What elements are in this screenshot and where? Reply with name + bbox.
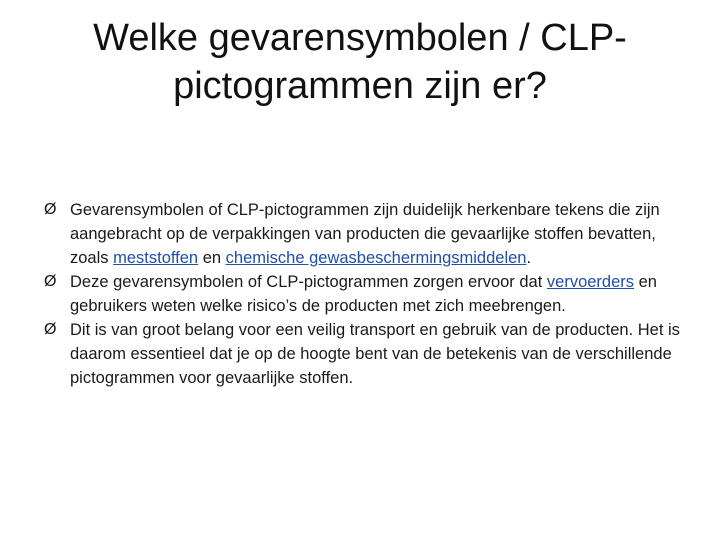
arrow-bullet-icon: Ø <box>44 321 57 338</box>
arrow-bullet-icon: Ø <box>44 273 57 290</box>
title-line-2: pictogrammen zijn er? <box>173 65 547 107</box>
title-line-1: Welke gevarensymbolen / CLP- <box>93 17 627 59</box>
link-chemische-gewasbeschermingsmiddelen[interactable]: chemische gewasbeschermingsmiddelen <box>225 249 527 267</box>
bullet-item-1 <box>44 198 684 270</box>
bullet-item-2 <box>44 270 684 318</box>
slide-title <box>60 14 660 110</box>
bullet-3-text: Dit is van groot belang voor een veilig transport en gebruik van de producten. Het is daarom essentieel dat je op de hoogte bent van de betekenis van de verschillende pictogrammen voor gevaarlijke stoffen. <box>70 321 680 387</box>
bullet-list <box>44 198 684 390</box>
link-meststoffen[interactable]: meststoffen <box>113 249 199 267</box>
arrow-bullet-icon: Ø <box>44 201 57 218</box>
bullet-1-text-a: Gevarensymbolen of CLP-pictogrammen zijn duidelijk herkenbare tekens die zijn aangebracht op de verpakkingen van producten die gevaarlijke stoffen bevatten, zoals <box>70 201 660 267</box>
bullet-item-3 <box>44 318 684 390</box>
bullet-2-text-b: en gebruikers weten welke risico’s de producten met zich meebrengen. <box>70 273 657 315</box>
bullet-2-text-a: Deze gevarensymbolen of CLP-pictogrammen zorgen ervoor dat <box>70 273 547 291</box>
link-vervoerders[interactable]: vervoerders <box>546 273 635 291</box>
bullet-1-text-b: en <box>198 249 226 267</box>
bullet-1-text-c: . <box>526 249 532 267</box>
